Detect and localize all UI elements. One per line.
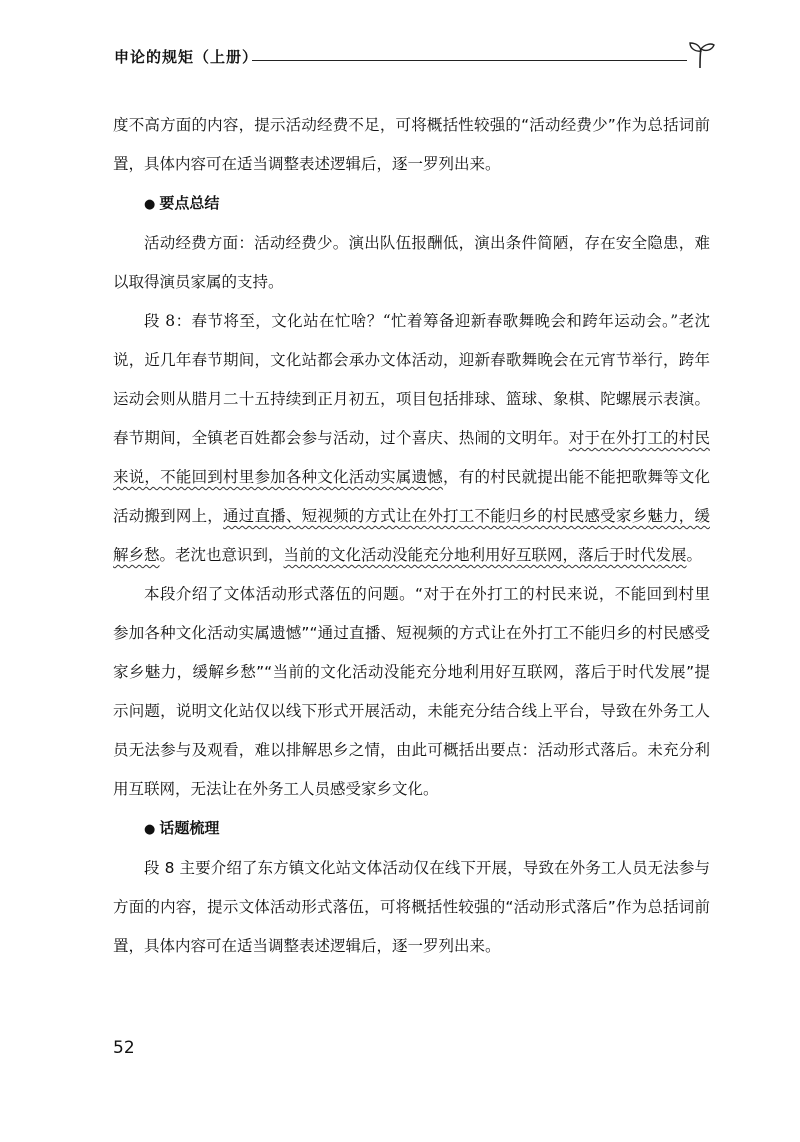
quote-segment: 。老沈也意识到， xyxy=(159,546,284,564)
heading-label: 要点总结 xyxy=(159,194,220,212)
section-heading-key-points xyxy=(113,184,710,224)
paragraph-summary: 活动经费方面：活动经费少。演出队伍报酬低，演出条件简陋，存在安全隐患，难以取得演员家属的支持。 xyxy=(113,234,710,291)
running-header xyxy=(92,40,717,74)
paragraph-analysis: 本段介绍了文体活动形式落伍的问题。“对于在外打工的村民来说，不能回到村里参加各种文化活动实属遗憾”“通过直播、短视频的方式让在外打工不能归乡的村民感受家乡魅力，缓解乡愁”“当前的文化活动没能充分地利用好互联网，落后于时代发展”提示问题，说明文化站仅以线下形式开展活动，未能充分结合线上平台，导致在外务工人员无法参与及观看，难以排解思乡之情，由此可概括出要点：活动形式落后。未充分利用互联网，无法让在外务工人员感受家乡文化。 xyxy=(113,585,710,798)
quote-segment: 。 xyxy=(686,546,703,564)
quote-segment: 段 8：春节将至，文化站在忙啥？“忙着筹备迎新春歌舞晚会和跨年运动会。”老沈说，近几年春节期间，文化站都会承办文体活动，迎新春歌舞晚会在元宵节举行，跨年运动会则从腊月二十五持续到正月初五，项目包括排球、篮球、象棋、陀螺展示表演。春节期间，全镇老百姓都会参与活动，过个喜庆、热闹的文明年。 xyxy=(113,312,710,447)
bullet-dot: ● xyxy=(144,822,156,837)
paragraph-intro: 度不高方面的内容，提示活动经费不足，可将概括性较强的“活动经费少”作为总括词前置，具体内容可在适当调整表述逻辑后，逐一罗列出来。 xyxy=(113,116,710,173)
heading-label: 话题梳理 xyxy=(159,819,220,837)
page-number: 52 xyxy=(113,1038,135,1058)
header-rule xyxy=(252,60,687,61)
page-body xyxy=(113,106,710,966)
paragraph-topic-review: 段 8 主要介绍了东方镇文化站文体活动仅在线下开展，导致在外务工人员无法参与方面的内容，提示文体活动形式落伍，可将概括性较强的“活动形式落后”作为总括词前置，具体内容可在适当调整表述逻辑后，逐一罗列出来。 xyxy=(113,859,710,955)
wavy-underlined-phrase: 对于在外打工的村民来说，不能回到村里参加各种文化活动实属遗憾 xyxy=(113,429,710,486)
section-heading-topic-review xyxy=(113,809,710,849)
paragraph-source-quote xyxy=(113,302,710,575)
wavy-underlined-phrase: 当前的文化活动没能充分地利用好互联网，落后于时代发展 xyxy=(283,546,687,564)
sprout-icon xyxy=(685,40,717,70)
book-title: 申论的规矩（上册） xyxy=(114,48,259,66)
bullet-dot: ● xyxy=(144,197,156,212)
wavy-underlined-phrase: 通过直播、短视频的方式让在外打工不能归乡的村民感受家乡魅力，缓解乡愁 xyxy=(113,507,710,564)
quote-segment: ，有的村民就提出能不能把歌舞等文化活动搬到网上， xyxy=(113,468,710,525)
